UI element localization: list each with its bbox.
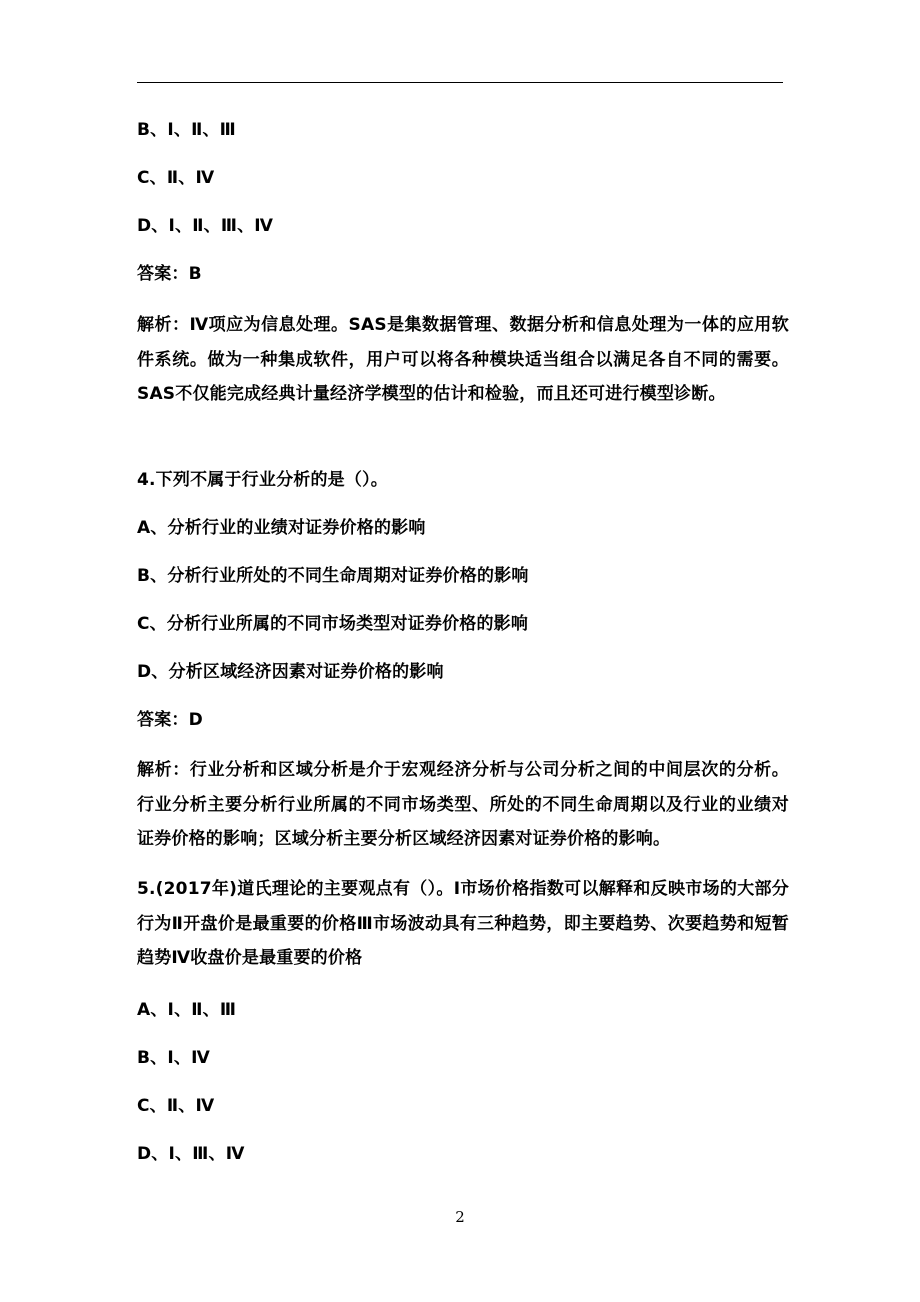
q5-option-d: D、Ⅰ、Ⅲ、Ⅳ [137, 1144, 245, 1164]
q3-option-b: B、Ⅰ、Ⅱ、Ⅲ [137, 120, 236, 140]
q5-option-a: A、Ⅰ、Ⅱ、Ⅲ [137, 1000, 237, 1020]
q5-stem: 5.(2017年)道氏理论的主要观点有（）。Ⅰ市场价格指数可以解释和反映市场的大部分行为Ⅱ开盘价是最重要的价格Ⅲ市场波动具有三种趋势，即主要趋势、次要趋势和短暂趋势Ⅳ收盘价是最重要的价格 [137, 879, 789, 968]
q4-option-d: D、分析区域经济因素对证券价格的影响 [137, 662, 444, 682]
q3-option-d: D、Ⅰ、Ⅱ、Ⅲ、Ⅳ [137, 216, 274, 236]
header-rule [137, 82, 783, 83]
q3-answer: 答案：B [137, 264, 202, 284]
q4-stem: 4.下列不属于行业分析的是（）。 [137, 470, 388, 490]
q5-option-c: C、Ⅱ、Ⅳ [137, 1096, 215, 1116]
q3-option-c: C、Ⅱ、Ⅳ [137, 168, 215, 188]
q4-analysis: 解析：行业分析和区域分析是介于宏观经济分析与公司分析之间的中间层次的分析。行业分析主要分析行业所属的不同市场类型、所处的不同生命周期以及行业的业绩对证券价格的影响；区域分析主要分析区域经济因素对证券价格的影响。 [137, 760, 789, 849]
q4-option-a: A、分析行业的业绩对证券价格的影响 [137, 518, 426, 538]
q5-option-b: B、Ⅰ、Ⅳ [137, 1048, 210, 1068]
q4-answer: 答案：D [137, 710, 203, 730]
q3-analysis: 解析：Ⅳ项应为信息处理。SAS是集数据管理、数据分析和信息处理为一体的应用软件系统。做为一种集成软件，用户可以将各种模块适当组合以满足各自不同的需要。SAS不仅能完成经典计量经济学模型的估计和检验，而且还可进行模型诊断。 [137, 315, 789, 404]
page-number: 2 [455, 1208, 465, 1226]
q4-option-c: C、分析行业所属的不同市场类型对证券价格的影响 [137, 614, 529, 634]
q4-option-b: B、分析行业所处的不同生命周期对证券价格的影响 [137, 566, 529, 586]
